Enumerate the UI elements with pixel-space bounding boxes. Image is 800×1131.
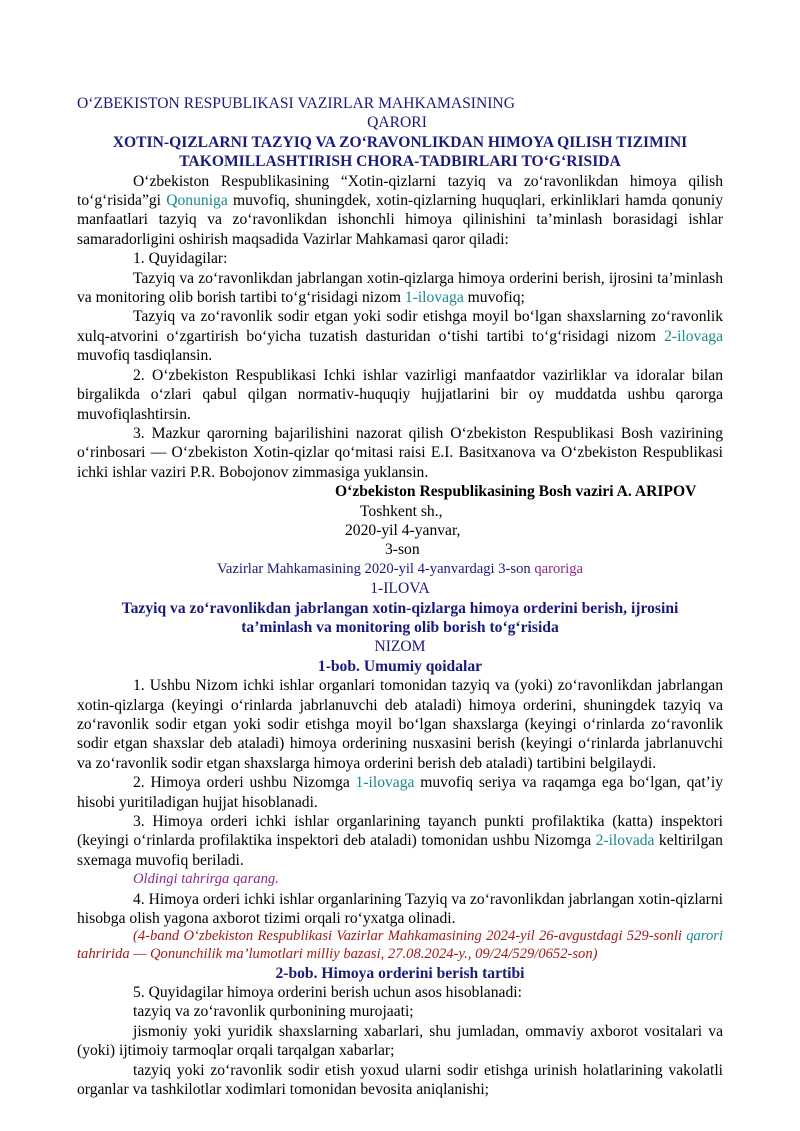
- annex-1-link[interactable]: 1-ilovaga: [355, 774, 415, 792]
- clause-3-text-b: keltirilgan sxemaga muvofiq beriladi.: [77, 832, 723, 869]
- amendment-note-text-b: tahririda — Qonunchilik ma’lumotlari milliy bazasi, 27.08.2024-y., 09/24/529/0652-son): [77, 946, 598, 963]
- chapter-1-heading: 1-bob. Umumiy qoidalar: [317, 657, 483, 675]
- preamble-paragraph: [77, 172, 723, 250]
- document-title-line1: XOTIN-QIZLARNI TAZYIQ VA ZO‘RAVONLIKDAN HIMOYA QILISH TIZIMINI: [112, 133, 688, 151]
- clause-5-item-3: tazyiq yoki zo‘ravonlik sodir etish yoxud ularni sodir etishga urinish holatlarining vakolatli organlar va tashkilotlar xodimlari tomonidan bevosita aniqlanishi;: [77, 1061, 723, 1099]
- item-1-paragraph-b: [77, 307, 723, 365]
- item-1-paragraph-a: [77, 269, 723, 308]
- appendix-1-link[interactable]: 1-ilovaga: [404, 289, 464, 307]
- regulation-label: NIZOM: [374, 638, 426, 656]
- signature-date: 2020-yil 4-yanvar,: [345, 521, 461, 539]
- amendment-note: [77, 928, 723, 963]
- appendix-2-link[interactable]: 2-ilovaga: [664, 327, 723, 345]
- clause-3: [77, 812, 723, 870]
- appendix-label: 1-ILOVA: [370, 580, 430, 598]
- previous-edition-link[interactable]: Oldingi tahrirga qarang.: [133, 871, 279, 888]
- appendix-title-line1: Tazyiq va zo‘ravonlikdan jabrlangan xotin-qizlarga himoya orderini berish, ijrosini: [121, 599, 679, 617]
- item-1-heading: 1. Quyidagilar:: [133, 250, 228, 268]
- item-1b-text: Tazyiq va zo‘ravonlik sodir etgan yoki sodir etishga moyil bo‘lgan shaxslarning zo‘ravonlik xulq-atvorini o‘zgartirish bo‘yicha tuzatish dasturidan o‘tishi tartibi to‘g‘risidagi nizom: [77, 308, 723, 345]
- amendment-decree-link[interactable]: qarori: [686, 928, 723, 945]
- clause-3-text-a: 3. Himoya orderi ichki ishlar organlarining tayanch punkti profilaktika (katta) inspektori (keyingi o‘rinlarda profilaktika inspektori deb ataladi) tomonidan ushbu Nizomga: [77, 813, 723, 850]
- clause-4: 4. Himoya orderi ichki ishlar organlarining Tazyiq va zo‘ravonlikdan jabrlangan xotin-qizlarni hisobga olish yagona axborot tizimi orqali ro‘yxatga olinadi.: [77, 890, 723, 928]
- appendix-reference-text: Vazirlar Mahkamasining 2020-yil 4-yanvardagi 3-son: [217, 560, 535, 577]
- clause-2-text-b: muvofiq seriya va raqamga ega bo‘lgan, qat’iy hisobi yuritiladigan hujjat hisoblanadi.: [77, 774, 723, 811]
- item-1b-text-b: muvofiq tasdiqlansin.: [77, 347, 213, 365]
- clause-5-item-1: tazyiq va zo‘ravonlik qurbonining murojaati;: [133, 1003, 414, 1021]
- clause-2-text-a: 2. Himoya orderi ushbu Nizomga: [133, 774, 356, 792]
- clause-2: [77, 773, 723, 812]
- clause-5: 5. Quyidagilar himoya orderini berish uchun asos hisoblanadi:: [133, 984, 522, 1002]
- signatory-name: O‘zbekiston Respublikasining Bosh vaziri A. ARIPOV: [335, 483, 697, 501]
- item-1a-text-b: muvofiq;: [463, 289, 525, 307]
- preamble-text-b: muvofiq, shuningdek, xotin-qizlarning huquqlari, erkinliklari hamda qonuniy manfaatlari tazyiq va zo‘ravonlikdan ishonchli himoya qilinishini ta’minlash borasidagi ishlar samaradorligini oshirish maqsadida Vazirlar Mahkamasi qaror qiladi:: [77, 192, 724, 248]
- document-page: [77, 94, 723, 1100]
- item-1a-text: Tazyiq va zo‘ravonlikdan jabrlangan xotin-qizlarga himoya orderini berish, ijrosini ta’minlash va monitoring olib borish tartibi to‘g‘risidagi nizom: [77, 269, 723, 307]
- annex-2-link[interactable]: 2-ilovada: [595, 832, 655, 850]
- amendment-note-text-a: (4-band O‘zbekiston Respublikasi Vazirlar Mahkamasining 2024-yil 26-avgustdagi 529-sonli: [133, 928, 687, 945]
- decree-link[interactable]: qaroriga: [534, 560, 583, 577]
- signature-city: Toshkent sh.,: [360, 502, 443, 520]
- item-3-paragraph: 3. Mazkur qarorning bajarilishini nazorat qilish O‘zbekiston Respublikasi Bosh vazirining o‘rinbosari — O‘zbekiston Xotin-qizlar qo‘mitasi raisi E.I. Basitxanova va O‘zbekiston Respublikasi ichki ishlar vaziri P.R. Bobojonov zimmasiga yuklansin.: [77, 424, 723, 481]
- issuer-line: O‘ZBEKISTON RESPUBLIKASI VAZIRLAR MAHKAMASINING: [77, 95, 515, 112]
- law-link[interactable]: Qonuniga: [166, 192, 228, 210]
- preamble-text-a: O‘zbekiston Respublikasining “Xotin-qizlarni tazyiq va zo‘ravonlikdan himoya qilish to‘g‘risida”gi: [77, 172, 723, 210]
- clause-1: 1. Ushbu Nizom ichki ishlar organlari tomonidan tazyiq va (yoki) zo‘ravonlikdan jabrlangan xotin-qizlarga (keyingi o‘rinlarda jabrlanuvchi deb ataladi) himoya orderini, shuningdek tazyiq va zo‘ravonlik sodir etgan yoki sodir etishga moyil bo‘lgan shaxslarga (keyingi o‘rinlarda zo‘ravonlik sodir etgan shaxslar deb ataladi) himoya orderining nusxasini berish (keyingi o‘rinlarda jabrlanuvchi va zo‘ravonlik sodir etgan shaxslarga himoya orderini berish deb ataladi) tartibini belgilaydi.: [77, 677, 723, 772]
- document-type: QARORI: [367, 114, 427, 132]
- appendix-title-line2: ta’minlash va monitoring olib borish to‘g‘risida: [241, 618, 559, 636]
- item-2-paragraph: 2. O‘zbekiston Respublikasi Ichki ishlar vazirligi manfaatdor vazirliklar va idoralar bilan birgalikda o‘zlari qabul qilgan normativ-huquqiy hujjatlarini bir oy muddatda ushbu qarorga muvofiqlashtirsin.: [77, 366, 723, 423]
- document-title-line2: TAKOMILLASHTIRISH CHORA-TADBIRLARI TO‘G‘RISIDA: [179, 153, 621, 171]
- clause-5-item-2: jismoniy yoki yuridik shaxslarning xabarlari, shu jumladan, ommaviy axborot vositalari va (yoki) ijtimoiy tarmoqlar orqali tarqalgan xabarlar;: [77, 1022, 723, 1060]
- signature-number: 3-son: [385, 541, 420, 559]
- appendix-reference: [77, 560, 723, 579]
- chapter-2-heading: 2-bob. Himoya orderini berish tartibi: [275, 964, 525, 982]
